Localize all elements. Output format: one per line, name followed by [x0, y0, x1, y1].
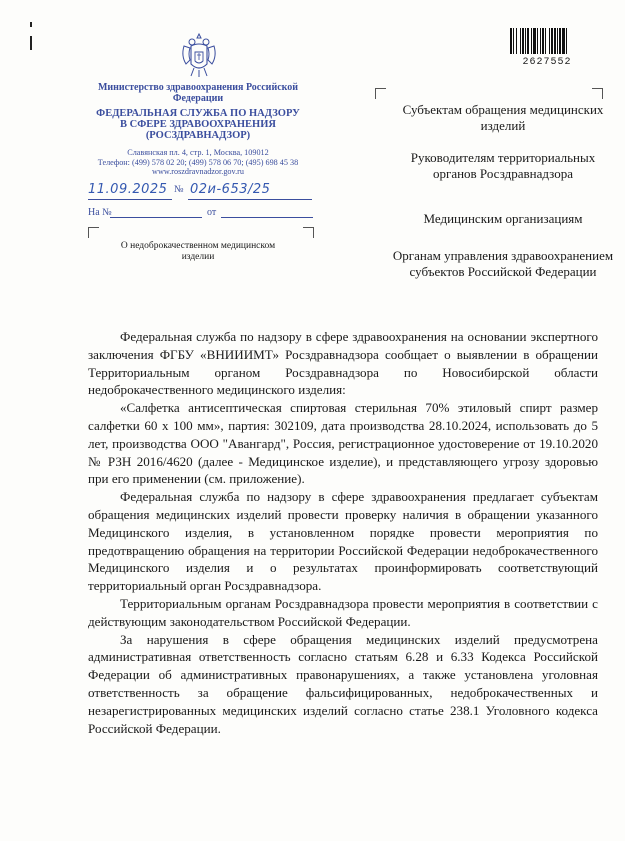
- number-underline: [188, 199, 312, 200]
- reference-date-line: [221, 217, 313, 218]
- sender-address: Славянская пл. 4, стр. 1, Москва, 109012: [127, 148, 269, 157]
- barcode-bar: [551, 28, 553, 54]
- barcode-bar: [513, 28, 514, 54]
- sender-contacts: [80, 148, 316, 177]
- bracket-corner: [592, 88, 603, 99]
- barcode-bar: [510, 28, 512, 54]
- barcode-bar: [557, 28, 558, 54]
- sender-website: www.roszdravnadzor.gov.ru: [152, 167, 244, 176]
- barcode-bar: [545, 28, 546, 54]
- body-paragraph: За нарушения в сфере обращения медицинских изделий предусмотрена административная ответственность согласно статьям 6.28 и 6.33 Кодекса Российской Федерации об административных правонарушениях, а также установлена уголовная ответственность за обращение фальсифицированных, недоброкачественных и незарегистрированных медицинских изделий согласно статье 238.1 Уголовного кодекса Российской Федерации.: [88, 631, 598, 736]
- barcode-bar: [549, 28, 550, 54]
- service-line: (РОСЗДРАВНАДЗОР): [145, 130, 251, 141]
- service-line: В СФЕРЕ ЗДРАВООХРАНЕНИЯ: [120, 119, 276, 130]
- barcode-bar: [540, 28, 541, 54]
- barcode-bar: [562, 28, 565, 54]
- letter-body: [88, 328, 598, 737]
- outgoing-number-label: №: [174, 184, 184, 195]
- state-emblem-icon: [178, 30, 220, 80]
- body-paragraph: Территориальным органам Росздравнадзора провести мероприятия в соответствии с действующим законодательством Российской Федерации.: [88, 595, 598, 629]
- barcode-bar: [554, 28, 556, 54]
- body-paragraph: «Салфетка антисептическая спиртовая стерильная 70% этиловый спирт размер салфетки 60 х 100 мм», партия: 302109, дата производства 28.10.2024, использовать до 5 лет, производства ООО "Авангард", Россия, регистрационное удостоверение от 19.10.2020 № РЗН 2016/4620 (далее - Медицинское изделие), и представляющего угрозу здоровью при его применении (см. приложение).: [88, 400, 598, 487]
- barcode-bar: [531, 28, 532, 54]
- bracket-corner: [375, 88, 386, 99]
- body-paragraph: Федеральная служба по надзору в сфере здравоохранения предлагает субъектам обращения медицинских изделий провести проверку наличия в обращении указанного Медицинского изделия, в установленном порядке провести мероприятия по предотвращению обращения на территории Российской Федерации недоброкачественного Медицинского изделия и о результатах проинформировать соответствующий территориальный орган Росздравнадзора.: [88, 489, 598, 594]
- reference-date-label: от: [207, 207, 217, 218]
- reference-number-line: [110, 217, 202, 218]
- registration-number: 2627552: [522, 57, 572, 68]
- barcode-bar: [533, 28, 536, 54]
- bracket-corner: [303, 227, 314, 238]
- margin-mark-top: [30, 22, 32, 27]
- service-name: [88, 108, 308, 141]
- barcode-bar: [566, 28, 567, 54]
- addressee: Субъектам обращения медицинских изделий: [402, 102, 604, 133]
- barcode-bar: [537, 28, 538, 54]
- outgoing-date: 11.09.2025: [88, 182, 168, 197]
- margin-mark-bottom: [30, 36, 32, 50]
- date-underline: [88, 199, 172, 200]
- sender-phone: Телефон: (499) 578 02 20; (499) 578 06 70; (495) 698 45 38: [97, 157, 299, 167]
- barcode-bar: [516, 28, 517, 54]
- addressee: Медицинским организациям: [423, 211, 583, 226]
- reference-number-label: На №: [88, 207, 112, 218]
- barcode-bar: [520, 28, 521, 54]
- addressee: Органам управления здравоохранением субъектов Российской Федерации: [392, 248, 614, 279]
- outgoing-number: 02и-653/25: [190, 182, 271, 197]
- letter-subject: О недоброкачественном медицинском изделии: [120, 241, 276, 262]
- body-paragraph: Федеральная служба по надзору в сфере здравоохранения на основании экспертного заключения ФГБУ «ВНИИИМТ» Росздравнадзора сообщает о выявлении в обращении Территориальным органом Росздравнадзора по Новосибирской области недоброкачественного медицинского изделия:: [88, 329, 598, 398]
- barcode-bar: [542, 28, 544, 54]
- service-line: ФЕДЕРАЛЬНАЯ СЛУЖБА ПО НАДЗОРУ: [96, 108, 300, 119]
- barcode-bar: [522, 28, 524, 54]
- ministry-name: Министерство здравоохранения Российской Федерации: [97, 82, 299, 104]
- addressee: Руководителям территориальных органов Росздравнадзора: [410, 150, 596, 181]
- bracket-corner: [88, 227, 99, 238]
- barcode-bar: [525, 28, 526, 54]
- barcode-bar: [559, 28, 561, 54]
- barcode-bar: [527, 28, 529, 54]
